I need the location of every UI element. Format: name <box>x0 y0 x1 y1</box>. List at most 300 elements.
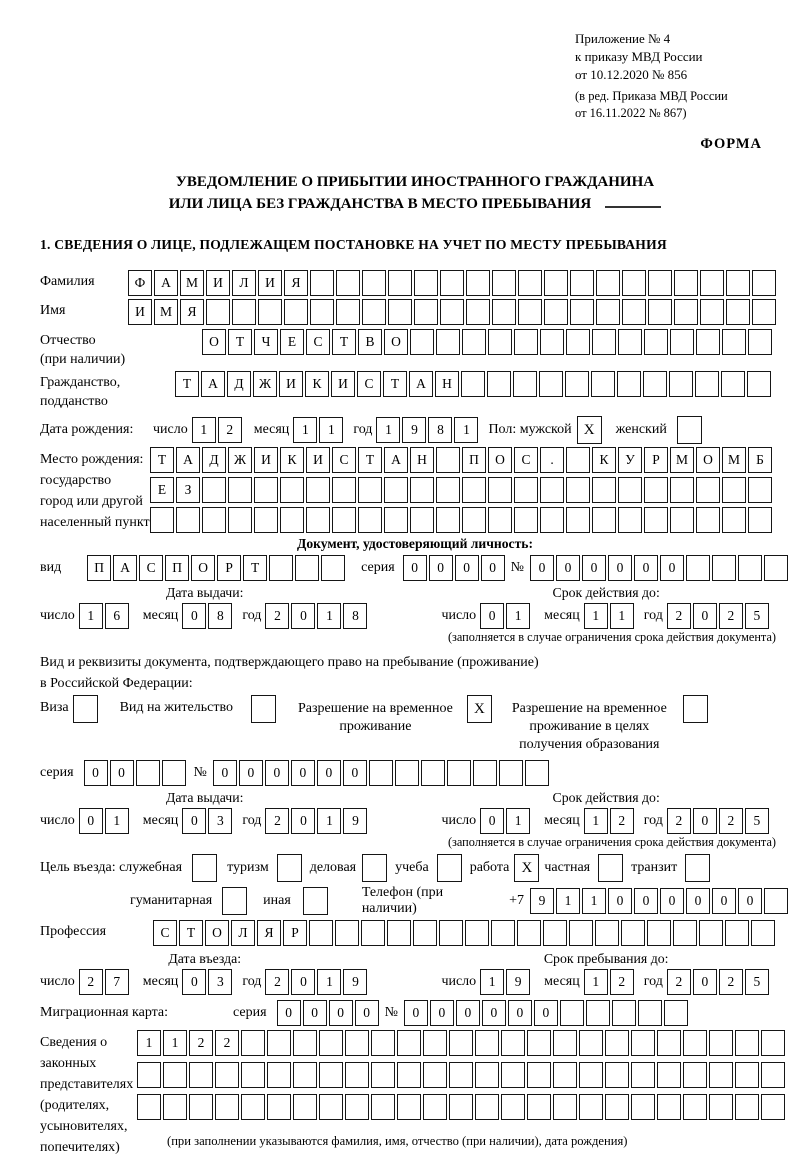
char-cell[interactable] <box>644 507 668 533</box>
char-cell[interactable] <box>709 1094 733 1120</box>
char-cell[interactable]: 0 <box>355 1000 379 1026</box>
char-cell[interactable] <box>358 477 382 503</box>
char-cell[interactable]: В <box>358 329 382 355</box>
char-cell[interactable] <box>466 299 490 325</box>
char-cell[interactable] <box>397 1094 421 1120</box>
char-cell[interactable]: М <box>180 270 204 296</box>
char-cell[interactable]: 2 <box>215 1030 239 1056</box>
char-cell[interactable] <box>332 477 356 503</box>
char-cell[interactable] <box>631 1030 655 1056</box>
char-cell[interactable]: 0 <box>277 1000 301 1026</box>
char-cell[interactable] <box>335 920 359 946</box>
char-cell[interactable]: 0 <box>712 888 736 914</box>
char-cell[interactable] <box>137 1094 161 1120</box>
char-cell[interactable] <box>764 888 788 914</box>
char-cell[interactable]: 7 <box>105 969 129 995</box>
char-cell[interactable] <box>683 1094 707 1120</box>
char-cell[interactable]: Е <box>280 329 304 355</box>
char-cell[interactable] <box>761 1030 785 1056</box>
temp-permit-checkbox[interactable]: X <box>467 695 492 723</box>
char-cell[interactable] <box>553 1062 577 1088</box>
char-cell[interactable]: 0 <box>182 969 206 995</box>
char-cell[interactable] <box>345 1062 369 1088</box>
char-cell[interactable]: Р <box>283 920 307 946</box>
char-cell[interactable] <box>621 920 645 946</box>
char-cell[interactable] <box>683 1030 707 1056</box>
char-cell[interactable]: И <box>279 371 303 397</box>
char-cell[interactable]: И <box>331 371 355 397</box>
char-cell[interactable]: Р <box>644 447 668 473</box>
char-cell[interactable] <box>462 507 486 533</box>
char-cell[interactable] <box>735 1030 759 1056</box>
char-cell[interactable]: 8 <box>428 417 452 443</box>
char-cell[interactable] <box>492 299 516 325</box>
char-cell[interactable] <box>228 507 252 533</box>
char-cell[interactable] <box>410 329 434 355</box>
char-cell[interactable] <box>764 555 788 581</box>
char-cell[interactable]: 0 <box>738 888 762 914</box>
char-cell[interactable]: Н <box>410 447 434 473</box>
char-cell[interactable] <box>384 507 408 533</box>
char-cell[interactable] <box>321 555 345 581</box>
char-cell[interactable]: П <box>165 555 189 581</box>
char-cell[interactable] <box>388 299 412 325</box>
char-cell[interactable] <box>579 1062 603 1088</box>
char-cell[interactable] <box>269 555 293 581</box>
char-cell[interactable]: 0 <box>693 603 717 629</box>
char-cell[interactable] <box>150 507 174 533</box>
char-cell[interactable]: 0 <box>429 555 453 581</box>
char-cell[interactable] <box>518 299 542 325</box>
char-cell[interactable] <box>579 1094 603 1120</box>
char-cell[interactable] <box>436 329 460 355</box>
char-cell[interactable] <box>596 270 620 296</box>
char-cell[interactable]: Т <box>243 555 267 581</box>
char-cell[interactable] <box>570 299 594 325</box>
char-cell[interactable] <box>449 1030 473 1056</box>
char-cell[interactable]: 0 <box>660 888 684 914</box>
char-cell[interactable]: 0 <box>213 760 237 786</box>
char-cell[interactable] <box>643 371 667 397</box>
char-cell[interactable]: З <box>176 477 200 503</box>
char-cell[interactable] <box>336 299 360 325</box>
char-cell[interactable] <box>725 920 749 946</box>
char-cell[interactable] <box>612 1000 636 1026</box>
char-cell[interactable] <box>202 477 226 503</box>
char-cell[interactable] <box>761 1094 785 1120</box>
char-cell[interactable] <box>518 270 542 296</box>
char-cell[interactable]: И <box>254 447 278 473</box>
char-cell[interactable]: 9 <box>530 888 554 914</box>
char-cell[interactable] <box>487 371 511 397</box>
char-cell[interactable]: Е <box>150 477 174 503</box>
char-cell[interactable] <box>605 1030 629 1056</box>
char-cell[interactable]: 0 <box>239 760 263 786</box>
char-cell[interactable] <box>751 920 775 946</box>
char-cell[interactable]: 1 <box>454 417 478 443</box>
char-cell[interactable]: И <box>258 270 282 296</box>
char-cell[interactable]: 1 <box>480 969 504 995</box>
char-cell[interactable] <box>525 760 549 786</box>
visa-checkbox[interactable] <box>73 695 98 723</box>
char-cell[interactable] <box>267 1094 291 1120</box>
char-cell[interactable] <box>647 920 671 946</box>
char-cell[interactable]: Т <box>332 329 356 355</box>
char-cell[interactable] <box>540 477 564 503</box>
char-cell[interactable]: Л <box>231 920 255 946</box>
char-cell[interactable]: 1 <box>556 888 580 914</box>
char-cell[interactable]: 2 <box>265 969 289 995</box>
char-cell[interactable]: А <box>201 371 225 397</box>
char-cell[interactable] <box>752 299 776 325</box>
char-cell[interactable] <box>267 1062 291 1088</box>
char-cell[interactable]: 0 <box>534 1000 558 1026</box>
char-cell[interactable] <box>254 477 278 503</box>
purpose-other-checkbox[interactable] <box>303 887 328 915</box>
char-cell[interactable] <box>735 1094 759 1120</box>
char-cell[interactable]: О <box>202 329 226 355</box>
char-cell[interactable] <box>475 1062 499 1088</box>
char-cell[interactable]: П <box>87 555 111 581</box>
char-cell[interactable] <box>449 1062 473 1088</box>
char-cell[interactable] <box>475 1030 499 1056</box>
char-cell[interactable] <box>748 329 772 355</box>
char-cell[interactable] <box>543 920 567 946</box>
char-cell[interactable] <box>709 1062 733 1088</box>
purpose-business-checkbox[interactable] <box>362 854 387 882</box>
char-cell[interactable]: 3 <box>208 808 232 834</box>
purpose-work-checkbox[interactable]: X <box>514 854 539 882</box>
char-cell[interactable] <box>163 1062 187 1088</box>
char-cell[interactable]: Ж <box>228 447 252 473</box>
char-cell[interactable]: Б <box>748 447 772 473</box>
char-cell[interactable] <box>657 1094 681 1120</box>
char-cell[interactable] <box>462 477 486 503</box>
char-cell[interactable]: 0 <box>556 555 580 581</box>
char-cell[interactable] <box>527 1094 551 1120</box>
char-cell[interactable]: 2 <box>265 603 289 629</box>
char-cell[interactable] <box>670 329 694 355</box>
char-cell[interactable] <box>369 760 393 786</box>
char-cell[interactable]: К <box>280 447 304 473</box>
char-cell[interactable] <box>664 1000 688 1026</box>
char-cell[interactable] <box>332 507 356 533</box>
char-cell[interactable]: 0 <box>403 555 427 581</box>
char-cell[interactable]: Я <box>180 299 204 325</box>
char-cell[interactable] <box>699 920 723 946</box>
char-cell[interactable] <box>514 329 538 355</box>
char-cell[interactable]: 0 <box>634 888 658 914</box>
char-cell[interactable] <box>592 329 616 355</box>
char-cell[interactable] <box>280 477 304 503</box>
char-cell[interactable] <box>387 920 411 946</box>
char-cell[interactable] <box>388 270 412 296</box>
char-cell[interactable] <box>436 507 460 533</box>
char-cell[interactable] <box>761 1062 785 1088</box>
char-cell[interactable]: 0 <box>110 760 134 786</box>
char-cell[interactable] <box>566 477 590 503</box>
char-cell[interactable] <box>565 371 589 397</box>
char-cell[interactable] <box>440 270 464 296</box>
char-cell[interactable]: 1 <box>293 417 317 443</box>
char-cell[interactable] <box>293 1030 317 1056</box>
char-cell[interactable] <box>596 299 620 325</box>
char-cell[interactable] <box>362 299 386 325</box>
char-cell[interactable]: 0 <box>686 888 710 914</box>
char-cell[interactable]: П <box>462 447 486 473</box>
char-cell[interactable] <box>674 270 698 296</box>
char-cell[interactable] <box>709 1030 733 1056</box>
char-cell[interactable] <box>465 920 489 946</box>
char-cell[interactable] <box>514 507 538 533</box>
sex-male-checkbox[interactable]: X <box>577 416 602 444</box>
char-cell[interactable] <box>488 329 512 355</box>
char-cell[interactable]: И <box>306 447 330 473</box>
char-cell[interactable] <box>631 1094 655 1120</box>
char-cell[interactable]: 0 <box>530 555 554 581</box>
char-cell[interactable]: 1 <box>79 603 103 629</box>
char-cell[interactable]: 1 <box>319 417 343 443</box>
char-cell[interactable]: 0 <box>480 808 504 834</box>
char-cell[interactable] <box>722 329 746 355</box>
purpose-transit-checkbox[interactable] <box>685 854 710 882</box>
char-cell[interactable]: 9 <box>506 969 530 995</box>
char-cell[interactable] <box>423 1094 447 1120</box>
char-cell[interactable]: Т <box>383 371 407 397</box>
char-cell[interactable]: 0 <box>481 555 505 581</box>
purpose-humanitarian-checkbox[interactable] <box>222 887 247 915</box>
char-cell[interactable] <box>544 299 568 325</box>
char-cell[interactable] <box>258 299 282 325</box>
char-cell[interactable]: 1 <box>506 603 530 629</box>
char-cell[interactable]: . <box>540 447 564 473</box>
char-cell[interactable] <box>176 507 200 533</box>
char-cell[interactable] <box>280 507 304 533</box>
char-cell[interactable]: И <box>128 299 152 325</box>
char-cell[interactable] <box>215 1094 239 1120</box>
char-cell[interactable] <box>695 371 719 397</box>
char-cell[interactable] <box>461 371 485 397</box>
char-cell[interactable] <box>306 507 330 533</box>
char-cell[interactable] <box>648 270 672 296</box>
char-cell[interactable] <box>605 1062 629 1088</box>
char-cell[interactable]: М <box>154 299 178 325</box>
char-cell[interactable]: 3 <box>208 969 232 995</box>
char-cell[interactable]: 2 <box>667 808 691 834</box>
char-cell[interactable]: 5 <box>745 969 769 995</box>
char-cell[interactable]: 0 <box>693 969 717 995</box>
char-cell[interactable] <box>592 477 616 503</box>
char-cell[interactable] <box>712 555 736 581</box>
char-cell[interactable]: 0 <box>303 1000 327 1026</box>
char-cell[interactable]: 0 <box>608 888 632 914</box>
char-cell[interactable]: 1 <box>163 1030 187 1056</box>
char-cell[interactable]: О <box>488 447 512 473</box>
char-cell[interactable]: Л <box>232 270 256 296</box>
char-cell[interactable]: 0 <box>608 555 632 581</box>
char-cell[interactable]: 0 <box>430 1000 454 1026</box>
char-cell[interactable] <box>241 1094 265 1120</box>
char-cell[interactable] <box>397 1062 421 1088</box>
purpose-official-checkbox[interactable] <box>192 854 217 882</box>
char-cell[interactable] <box>501 1094 525 1120</box>
char-cell[interactable] <box>397 1030 421 1056</box>
char-cell[interactable] <box>747 371 771 397</box>
purpose-study-checkbox[interactable] <box>437 854 462 882</box>
char-cell[interactable]: 0 <box>265 760 289 786</box>
char-cell[interactable] <box>540 329 564 355</box>
char-cell[interactable]: А <box>384 447 408 473</box>
char-cell[interactable] <box>605 1094 629 1120</box>
char-cell[interactable] <box>527 1062 551 1088</box>
char-cell[interactable]: А <box>176 447 200 473</box>
char-cell[interactable] <box>371 1062 395 1088</box>
char-cell[interactable] <box>622 299 646 325</box>
char-cell[interactable] <box>722 507 746 533</box>
char-cell[interactable] <box>241 1062 265 1088</box>
char-cell[interactable]: 1 <box>584 603 608 629</box>
char-cell[interactable] <box>735 1062 759 1088</box>
char-cell[interactable] <box>136 760 160 786</box>
char-cell[interactable] <box>674 299 698 325</box>
char-cell[interactable]: Т <box>228 329 252 355</box>
char-cell[interactable] <box>501 1062 525 1088</box>
char-cell[interactable]: 2 <box>189 1030 213 1056</box>
char-cell[interactable] <box>414 299 438 325</box>
char-cell[interactable] <box>395 760 419 786</box>
char-cell[interactable] <box>137 1062 161 1088</box>
char-cell[interactable] <box>206 299 230 325</box>
char-cell[interactable]: 0 <box>660 555 684 581</box>
char-cell[interactable]: 0 <box>634 555 658 581</box>
char-cell[interactable] <box>544 270 568 296</box>
char-cell[interactable] <box>618 507 642 533</box>
char-cell[interactable] <box>579 1030 603 1056</box>
char-cell[interactable]: О <box>191 555 215 581</box>
char-cell[interactable] <box>473 760 497 786</box>
char-cell[interactable]: 2 <box>719 603 743 629</box>
char-cell[interactable] <box>644 329 668 355</box>
char-cell[interactable]: 0 <box>480 603 504 629</box>
char-cell[interactable] <box>436 447 460 473</box>
sex-female-checkbox[interactable] <box>677 416 702 444</box>
char-cell[interactable]: 8 <box>208 603 232 629</box>
char-cell[interactable]: Р <box>217 555 241 581</box>
char-cell[interactable]: М <box>670 447 694 473</box>
char-cell[interactable]: 1 <box>584 969 608 995</box>
char-cell[interactable] <box>686 555 710 581</box>
char-cell[interactable]: 0 <box>456 1000 480 1026</box>
char-cell[interactable] <box>202 507 226 533</box>
char-cell[interactable]: 5 <box>745 603 769 629</box>
char-cell[interactable] <box>631 1062 655 1088</box>
char-cell[interactable]: 0 <box>291 760 315 786</box>
char-cell[interactable] <box>163 1094 187 1120</box>
char-cell[interactable]: 0 <box>329 1000 353 1026</box>
char-cell[interactable] <box>371 1094 395 1120</box>
char-cell[interactable]: 0 <box>508 1000 532 1026</box>
char-cell[interactable]: 8 <box>343 603 367 629</box>
char-cell[interactable]: Я <box>257 920 281 946</box>
char-cell[interactable]: Т <box>150 447 174 473</box>
char-cell[interactable] <box>514 477 538 503</box>
char-cell[interactable]: 1 <box>317 808 341 834</box>
char-cell[interactable] <box>540 507 564 533</box>
char-cell[interactable]: 2 <box>610 969 634 995</box>
char-cell[interactable] <box>617 371 641 397</box>
char-cell[interactable] <box>254 507 278 533</box>
char-cell[interactable] <box>592 507 616 533</box>
char-cell[interactable] <box>657 1062 681 1088</box>
char-cell[interactable]: 0 <box>482 1000 506 1026</box>
char-cell[interactable]: С <box>514 447 538 473</box>
char-cell[interactable]: 2 <box>218 417 242 443</box>
char-cell[interactable] <box>189 1062 213 1088</box>
char-cell[interactable]: Н <box>435 371 459 397</box>
char-cell[interactable] <box>539 371 563 397</box>
char-cell[interactable]: С <box>306 329 330 355</box>
char-cell[interactable] <box>618 329 642 355</box>
char-cell[interactable] <box>657 1030 681 1056</box>
residence-permit-checkbox[interactable] <box>251 695 276 723</box>
char-cell[interactable]: Ж <box>253 371 277 397</box>
char-cell[interactable]: С <box>153 920 177 946</box>
char-cell[interactable] <box>569 920 593 946</box>
char-cell[interactable] <box>439 920 463 946</box>
char-cell[interactable]: К <box>305 371 329 397</box>
char-cell[interactable]: 1 <box>582 888 606 914</box>
char-cell[interactable] <box>241 1030 265 1056</box>
purpose-tourism-checkbox[interactable] <box>277 854 302 882</box>
char-cell[interactable]: Д <box>227 371 251 397</box>
char-cell[interactable]: 0 <box>84 760 108 786</box>
char-cell[interactable] <box>466 270 490 296</box>
char-cell[interactable]: 0 <box>182 603 206 629</box>
char-cell[interactable] <box>189 1094 213 1120</box>
char-cell[interactable] <box>669 371 693 397</box>
char-cell[interactable]: 1 <box>137 1030 161 1056</box>
char-cell[interactable]: М <box>722 447 746 473</box>
char-cell[interactable]: 0 <box>343 760 367 786</box>
char-cell[interactable]: 2 <box>667 969 691 995</box>
char-cell[interactable] <box>696 329 720 355</box>
char-cell[interactable]: Т <box>175 371 199 397</box>
char-cell[interactable] <box>309 920 333 946</box>
char-cell[interactable]: 2 <box>719 808 743 834</box>
char-cell[interactable] <box>414 270 438 296</box>
char-cell[interactable] <box>553 1094 577 1120</box>
char-cell[interactable] <box>499 760 523 786</box>
char-cell[interactable]: 2 <box>610 808 634 834</box>
char-cell[interactable] <box>423 1062 447 1088</box>
char-cell[interactable] <box>384 477 408 503</box>
char-cell[interactable] <box>488 507 512 533</box>
char-cell[interactable]: 0 <box>693 808 717 834</box>
char-cell[interactable] <box>670 507 694 533</box>
char-cell[interactable] <box>293 1062 317 1088</box>
char-cell[interactable]: 1 <box>317 603 341 629</box>
char-cell[interactable]: 0 <box>455 555 479 581</box>
char-cell[interactable]: С <box>139 555 163 581</box>
char-cell[interactable]: Т <box>179 920 203 946</box>
char-cell[interactable] <box>410 507 434 533</box>
char-cell[interactable] <box>362 270 386 296</box>
char-cell[interactable]: 0 <box>182 808 206 834</box>
char-cell[interactable]: 9 <box>402 417 426 443</box>
char-cell[interactable] <box>319 1062 343 1088</box>
char-cell[interactable] <box>345 1094 369 1120</box>
char-cell[interactable] <box>595 920 619 946</box>
